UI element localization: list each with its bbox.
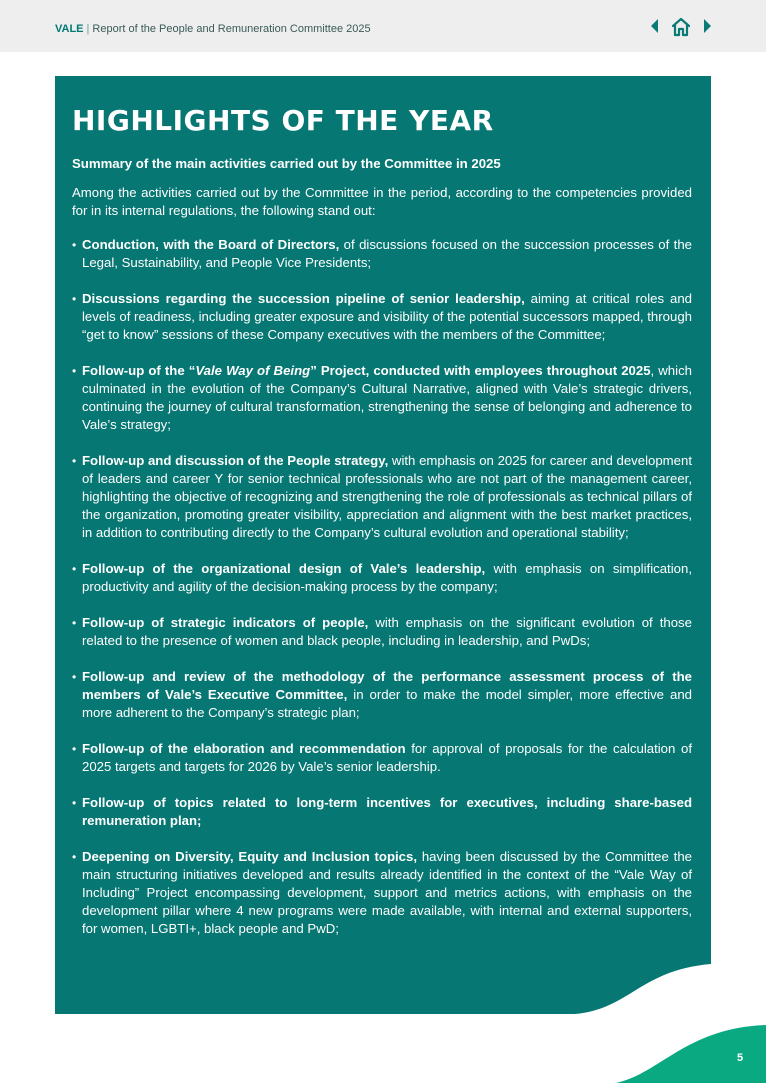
list-item	[72, 668, 692, 722]
home-icon[interactable]	[670, 16, 692, 43]
item-text: for approval of proposals for the calculation of 2025 targets and targets for 2026 by Vale’s senior leadership.	[82, 741, 692, 774]
highlights-content	[72, 102, 692, 956]
item-text: in order to make the model simpler, more effective and more adherent to the Company’s strategic plan;	[82, 687, 693, 720]
item-lead: Follow-up and review of the methodology of the performance assessment process of the members of Vale’s Executive Committee,	[82, 669, 692, 702]
item-lead: Follow-up of strategic indicators of people,	[82, 615, 369, 630]
section-subtitle: Summary of the main activities carried out by the Committee in 2025	[72, 156, 501, 171]
list-item	[72, 236, 692, 272]
highlights-panel	[55, 76, 711, 1014]
item-text: with emphasis on the significant evolution of those related to the presence of women and black people, including in leadership, and PwDs;	[82, 615, 692, 648]
intro-paragraph: Among the activities carried out by the Committee in the period, according to the competencies provided for in its internal regulations, the following stand out:	[72, 185, 692, 218]
chevron-left-icon[interactable]	[648, 16, 660, 41]
item-text: of discussions focused on the succession processes of the Legal, Sustainability, and People Vice Presidents;	[82, 237, 692, 270]
list-item	[72, 848, 692, 938]
item-lead	[82, 363, 651, 378]
list-item	[72, 452, 692, 542]
item-text: , which culminated in the evolution of the Company’s Cultural Narrative, aligned with Vale’s strategic drivers, continuing the journey of cultural transformation, strengthening the sense of belonging and adherence to Vale’s strategy;	[82, 363, 692, 432]
list-item	[72, 740, 692, 776]
item-lead: Deepening on Diversity, Equity and Inclusion topics,	[82, 849, 418, 864]
list-item	[72, 362, 692, 434]
item-text: aiming at critical roles and levels of readiness, including greater exposure and visibility of the potential successors mapped, through “get to know” sessions of these Company executives with the members of the Committee;	[82, 291, 692, 342]
item-text: with emphasis on simplification, productivity and agility of the decision-making process by the company;	[82, 561, 692, 594]
item-lead: Conduction, with the Board of Directors,	[82, 237, 340, 252]
item-text: with emphasis on 2025 for career and development of leaders and career Y for senior technical professionals who are not part of the management career, highlighting the objective of recognizing and strengthening the role of professionals as technical pillars of the organization, promoting greater visibility, appreciation and alignment with the best market practices, in addition to contributing directly to the Company’s cultural evolution and operational stability;	[82, 453, 692, 540]
chevron-right-icon[interactable]	[702, 16, 714, 41]
document-title: Report of the People and Remuneration Committee 2025	[92, 23, 371, 35]
top-bar	[0, 0, 766, 52]
item-lead-part: ” Project, conducted with employees throughout 2025	[310, 363, 651, 378]
section-title: HIGHLIGHTS OF THE YEAR	[72, 104, 494, 137]
item-text: having been discussed by the Committee the main structuring initiatives developed and results already identified in the context of the “Vale Way of Including” Project encompassing development, support and metrics actions, with emphasis on the development pillar where 4 new programs were made available, with internal and external supporters, for women, LGBTI+, black people and PwD;	[82, 849, 692, 936]
highlights-list	[72, 236, 692, 938]
list-item	[72, 560, 692, 596]
item-lead: Follow-up of topics related to long-term incentives for executives, including share-based remuneration plan;	[82, 795, 692, 828]
item-lead: Follow-up and discussion of the People strategy,	[82, 453, 389, 468]
item-lead: Follow-up of the elaboration and recommendation	[82, 741, 406, 756]
page-number: 5	[736, 1052, 744, 1064]
brand-name: VALE	[55, 23, 84, 35]
item-lead: Discussions regarding the succession pipeline of senior leadership,	[82, 291, 525, 306]
item-lead-italic: Vale Way of Being	[195, 363, 311, 378]
item-lead-part: Follow-up of the “	[82, 363, 196, 378]
list-item	[72, 794, 692, 830]
item-lead: Follow-up of the organizational design of Vale’s leadership,	[82, 561, 486, 576]
list-item	[72, 614, 692, 650]
header-separator: |	[86, 23, 90, 35]
document-header	[55, 23, 371, 35]
list-item	[72, 290, 692, 344]
panel-wave-decoration	[55, 954, 711, 1014]
